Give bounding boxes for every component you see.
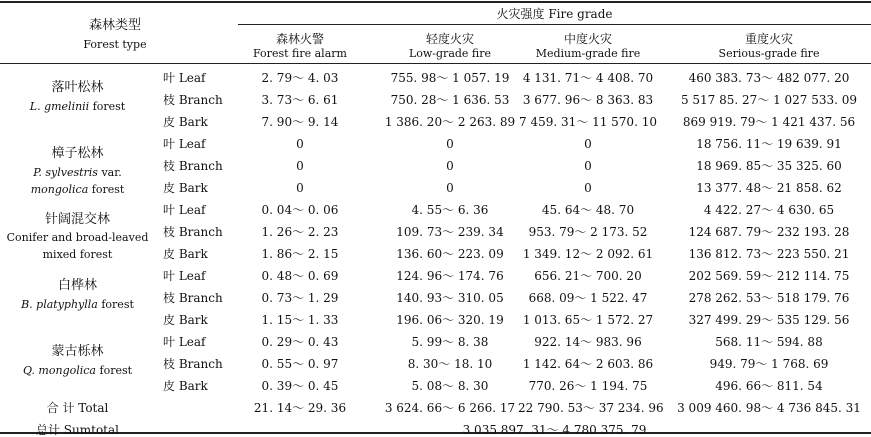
table-cell-value: 1. 15～ 1. 33 xyxy=(261,313,339,327)
species-suffix: forest xyxy=(97,298,134,311)
forest-type-cn: 针阔混交林 xyxy=(44,212,110,227)
table-cell-value: 755. 98～ 1 057. 19 xyxy=(390,71,510,85)
table-cell-value: 0 xyxy=(584,159,592,173)
grade-header-en: Medium-grade fire xyxy=(535,47,641,60)
table-cell-value: 0 xyxy=(584,137,592,151)
table-cell-value: 109. 73～ 239. 34 xyxy=(396,225,504,239)
part-label: 枝 Branch xyxy=(163,291,223,305)
grade-header-cn: 中度火灾 xyxy=(563,32,612,46)
species-suffix: forest xyxy=(96,364,133,377)
table-cell-value: 460 383. 73～ 482 077. 20 xyxy=(688,71,850,85)
table-cell-value: 496. 66～ 811. 54 xyxy=(715,379,823,393)
table-cell-value: 18 969. 85～ 35 325. 60 xyxy=(696,159,842,173)
species-name: Q. mongolica xyxy=(22,364,96,377)
table-cell-value: 949. 79～ 1 768. 69 xyxy=(709,357,829,371)
table-cell-value: 1 386. 20～ 2 263. 89 xyxy=(384,115,516,129)
forest-type-en xyxy=(0,298,155,312)
table-cell-value: 1 142. 64～ 2 603. 86 xyxy=(522,357,654,371)
part-label: 皮 Bark xyxy=(163,181,208,195)
forest-type-en xyxy=(0,100,155,114)
table-cell-value: 13 377. 48～ 21 858. 62 xyxy=(696,181,842,195)
table-cell-value: 3 677. 96～ 8 363. 83 xyxy=(522,93,654,107)
table-cell-value: 0 xyxy=(296,159,304,173)
species-name: L. gmelinii xyxy=(29,100,90,113)
sumtotal-value: 3 035 897. 31～ 4 780 375. 79 xyxy=(462,423,647,437)
table-cell-value: 45. 64～ 48. 70 xyxy=(541,203,635,217)
forest-type-en xyxy=(0,166,155,180)
table-cell-value: 0. 48～ 0. 69 xyxy=(261,269,339,283)
table-cell-value: 0 xyxy=(446,137,454,151)
table-cell-value: 136. 60～ 223. 09 xyxy=(396,247,504,261)
table-cell-value: 3. 73～ 6. 61 xyxy=(261,93,339,107)
table-cell-value: 7. 90～ 9. 14 xyxy=(261,115,339,129)
grade-header-cn: 轻度火灾 xyxy=(425,32,474,46)
forest-type-en xyxy=(0,183,155,197)
part-label: 皮 Bark xyxy=(163,247,208,261)
table-cell-value: 18 756. 11～ 19 639. 91 xyxy=(696,137,842,151)
grade-header-en: Low-grade fire xyxy=(408,47,492,60)
species-name: B. platyphylla xyxy=(21,298,98,311)
table-cell-value: 953. 79～ 2 173. 52 xyxy=(528,225,648,239)
table-cell-value: 922. 14～ 983. 96 xyxy=(534,335,642,349)
part-label: 皮 Bark xyxy=(163,313,208,327)
table-cell-value: 8. 30～ 18. 10 xyxy=(407,357,493,371)
forest-type-en: mixed forest xyxy=(42,248,113,261)
table-cell-value: 0. 29～ 0. 43 xyxy=(261,335,339,349)
forest-type-cn: 白桦林 xyxy=(57,278,97,293)
part-label: 枝 Branch xyxy=(163,93,223,107)
total-value: 22 790. 53～ 37 234. 96 xyxy=(518,401,664,415)
grade-header-en: Serious-grade fire xyxy=(718,47,820,60)
table-cell-value: 750. 28～ 1 636. 53 xyxy=(390,93,510,107)
part-label: 叶 Leaf xyxy=(163,203,206,217)
part-label: 皮 Bark xyxy=(163,379,208,393)
species-suffix: forest xyxy=(88,183,125,196)
table-cell-value: 5 517 85. 27～ 1 027 533. 09 xyxy=(680,93,858,107)
table-cell-value: 568. 11～ 594. 88 xyxy=(715,335,823,349)
part-label: 叶 Leaf xyxy=(163,335,206,349)
table-cell-value: 278 262. 53～ 518 179. 76 xyxy=(688,291,850,305)
species-suffix: var. xyxy=(97,166,122,179)
species-name: mongolica xyxy=(30,183,89,196)
grade-header-cn: 重度火灾 xyxy=(744,32,793,46)
table-cell-value: 5. 08～ 8. 30 xyxy=(411,379,489,393)
total-value: 21. 14～ 29. 36 xyxy=(253,401,347,415)
table-cell-value: 0. 04～ 0. 06 xyxy=(261,203,339,217)
part-label: 枝 Branch xyxy=(163,225,223,239)
table-cell-value: 1. 26～ 2. 23 xyxy=(261,225,339,239)
table-cell-value: 0. 73～ 1. 29 xyxy=(261,291,339,305)
table-cell-value: 4. 55～ 6. 36 xyxy=(411,203,489,217)
sumtotal-label: 总计 Sumtotal xyxy=(35,423,119,437)
table-cell-value: 4 422. 27～ 4 630. 65 xyxy=(703,203,835,217)
part-label: 叶 Leaf xyxy=(163,269,206,283)
table-cell-value: 656. 21～ 700. 20 xyxy=(534,269,642,283)
table-cell-value: 2. 79～ 4. 03 xyxy=(261,71,339,85)
table-cell-value: 668. 09～ 1 522. 47 xyxy=(528,291,648,305)
header-rule xyxy=(0,63,871,64)
top-rule xyxy=(0,1,871,3)
table-cell-value: 0. 55～ 0. 97 xyxy=(261,357,339,371)
table-cell-value: 0 xyxy=(446,181,454,195)
table-cell-value: 0 xyxy=(446,159,454,173)
forest-type-cn: 樟子松林 xyxy=(51,146,104,161)
table-cell-value: 4 131. 71～ 4 408. 70 xyxy=(522,71,654,85)
table-cell-value: 1. 86～ 2. 15 xyxy=(261,247,339,261)
part-label: 叶 Leaf xyxy=(163,71,206,85)
grade-header-en: Forest fire alarm xyxy=(253,47,347,60)
table-cell-value: 196. 06～ 320. 19 xyxy=(396,313,504,327)
part-label: 枝 Branch xyxy=(163,357,223,371)
total-label: 合 计 Total xyxy=(46,401,109,415)
forest-type-cn: 落叶松林 xyxy=(51,80,104,95)
table-cell-value: 1 013. 65～ 1 572. 27 xyxy=(522,313,654,327)
table-cell-value: 136 812. 73～ 223 550. 21 xyxy=(688,247,850,261)
table-cell-value: 0 xyxy=(296,181,304,195)
species-name: P. sylvestris xyxy=(33,166,98,179)
forest-type-en xyxy=(0,364,155,378)
table-cell-value: 869 919. 79～ 1 421 437. 56 xyxy=(682,115,856,129)
total-value: 3 009 460. 98～ 4 736 845. 31 xyxy=(677,401,861,415)
table-cell-value: 124 687. 79～ 232 193. 28 xyxy=(688,225,850,239)
table-cell-value: 5. 99～ 8. 38 xyxy=(411,335,489,349)
header-forest-type-en: Forest type xyxy=(83,38,147,51)
part-label: 叶 Leaf xyxy=(163,137,206,151)
table-cell-value: 140. 93～ 310. 05 xyxy=(396,291,504,305)
species-suffix: forest xyxy=(89,100,126,113)
total-value: 3 624. 66～ 6 266. 17 xyxy=(384,401,516,415)
table-cell-value: 124. 96～ 174. 76 xyxy=(396,269,504,283)
table-cell-value: 770. 26～ 1 194. 75 xyxy=(528,379,648,393)
grade-header-cn: 森林火警 xyxy=(275,32,324,46)
header-fire-grade: 火灾强度 Fire grade xyxy=(496,7,613,21)
part-label: 皮 Bark xyxy=(163,115,208,129)
part-label: 枝 Branch xyxy=(163,159,223,173)
header-forest-type-cn: 森林类型 xyxy=(88,18,141,33)
table-cell-value: 202 569. 59～ 212 114. 75 xyxy=(688,269,850,283)
table-cell-value: 0 xyxy=(296,137,304,151)
grade-rule xyxy=(238,24,871,25)
table-cell-value: 0. 39～ 0. 45 xyxy=(261,379,339,393)
forest-type-en: Conifer and broad-leaved xyxy=(6,231,149,244)
table-cell-value: 7 459. 31～ 11 570. 10 xyxy=(519,115,657,129)
forest-type-cn: 蒙古栎林 xyxy=(51,344,104,359)
table-cell-value: 327 499. 29～ 535 129. 56 xyxy=(688,313,850,327)
table-cell-value: 0 xyxy=(584,181,592,195)
table-cell-value: 1 349. 12～ 2 092. 61 xyxy=(522,247,654,261)
